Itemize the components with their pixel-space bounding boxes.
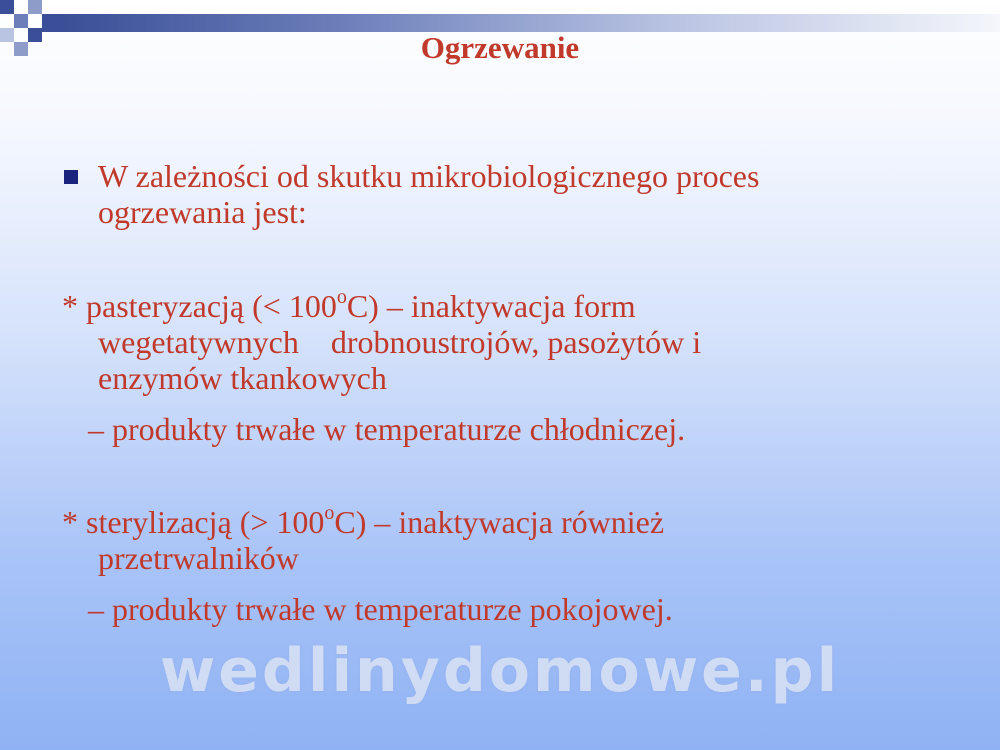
pasteurization-line-1: * pasteryzacją (< $100^oC$) – inaktywacja form (62, 286, 636, 324)
intro-line-1: W zależności od skutku mikrobiologicznego proces (98, 158, 760, 194)
pasteurization-result: – produkty trwałe w temperaturze chłodniczej. (88, 411, 686, 447)
sterilization-result: – produkty trwałe w temperaturze pokojowej. (88, 591, 673, 627)
slide-title: Ogrzewanie (420, 30, 580, 65)
watermark: wedlinydomowe.pl (159, 636, 841, 706)
sterilization-line-2: przetrwalników (98, 540, 299, 576)
square-bullet-icon (64, 170, 78, 184)
intro-line-2: ogrzewania jest: (98, 194, 307, 230)
sterilization-line-1: * sterylizacją (> $100^oC$) – inaktywacja również (62, 502, 665, 540)
sterilization-paragraph (62, 504, 942, 576)
intro-paragraph (98, 158, 958, 230)
pasteurization-line-3: enzymów tkankowych (98, 360, 387, 396)
pasteurization-paragraph (62, 288, 942, 396)
pasteurization-line-2: wegetatywnych drobnoustrojów, pasożytów i (98, 324, 702, 360)
